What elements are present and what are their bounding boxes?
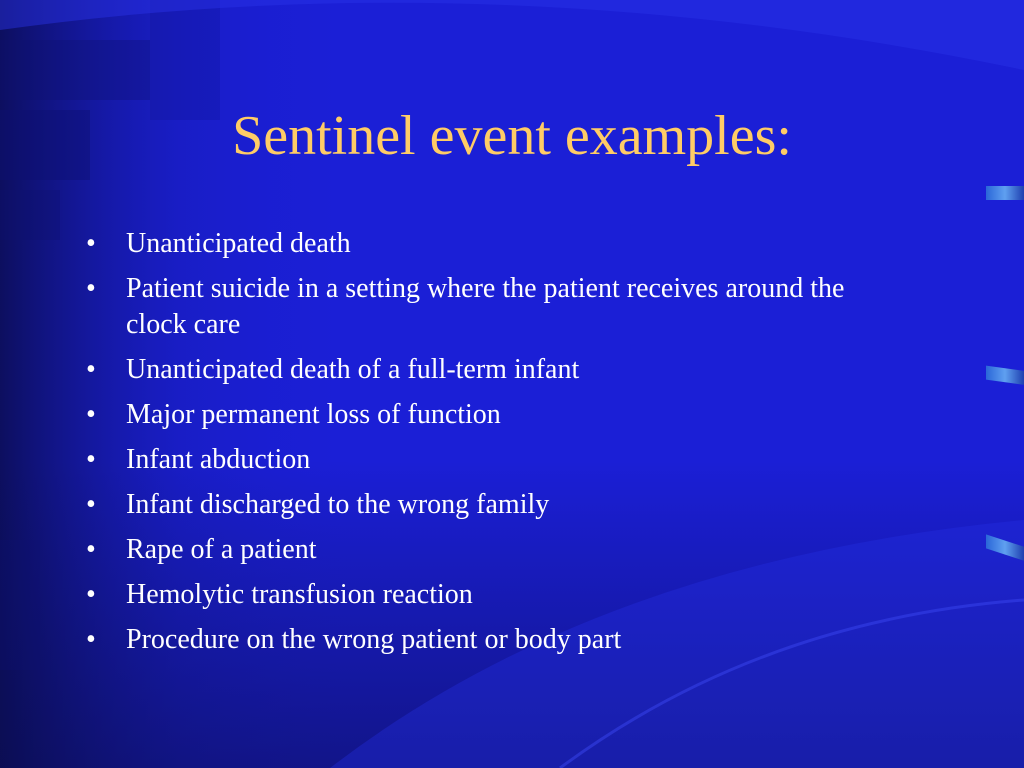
list-item (86, 577, 886, 613)
bullet-dot: • (86, 273, 96, 304)
list-item-text: Unanticipated death (126, 228, 351, 259)
bullet-dot: • (86, 534, 96, 565)
bullet-dot: • (86, 624, 96, 655)
list-item (86, 622, 886, 658)
list-item-text: Hemolytic transfusion reaction (126, 579, 473, 610)
list-item (86, 271, 886, 343)
list-item (86, 352, 886, 388)
bullet-dot: • (86, 354, 96, 385)
list-item (86, 442, 886, 478)
bullet-list (86, 226, 886, 667)
list-item-text: Unanticipated death of a full-term infant (126, 354, 580, 385)
list-item-text: Major permanent loss of function (126, 399, 501, 430)
bullet-dot: • (86, 399, 96, 430)
bullet-dot: • (86, 444, 96, 475)
list-item-text: Infant abduction (126, 444, 311, 475)
list-item (86, 397, 886, 433)
slide-title: Sentinel event examples: (232, 105, 792, 167)
bullet-dot: • (86, 228, 96, 259)
bullet-dot: • (86, 489, 96, 520)
list-item-text: Infant discharged to the wrong family (126, 489, 550, 520)
list-item-text: Procedure on the wrong patient or body part (126, 624, 622, 655)
list-item (86, 532, 886, 568)
list-item-text: Rape of a patient (126, 534, 317, 565)
bullet-dot: • (86, 579, 96, 610)
list-item (86, 226, 886, 262)
list-item (86, 487, 886, 523)
list-item-text: Patient suicide in a setting where the patient receives around the clock care (126, 273, 845, 340)
